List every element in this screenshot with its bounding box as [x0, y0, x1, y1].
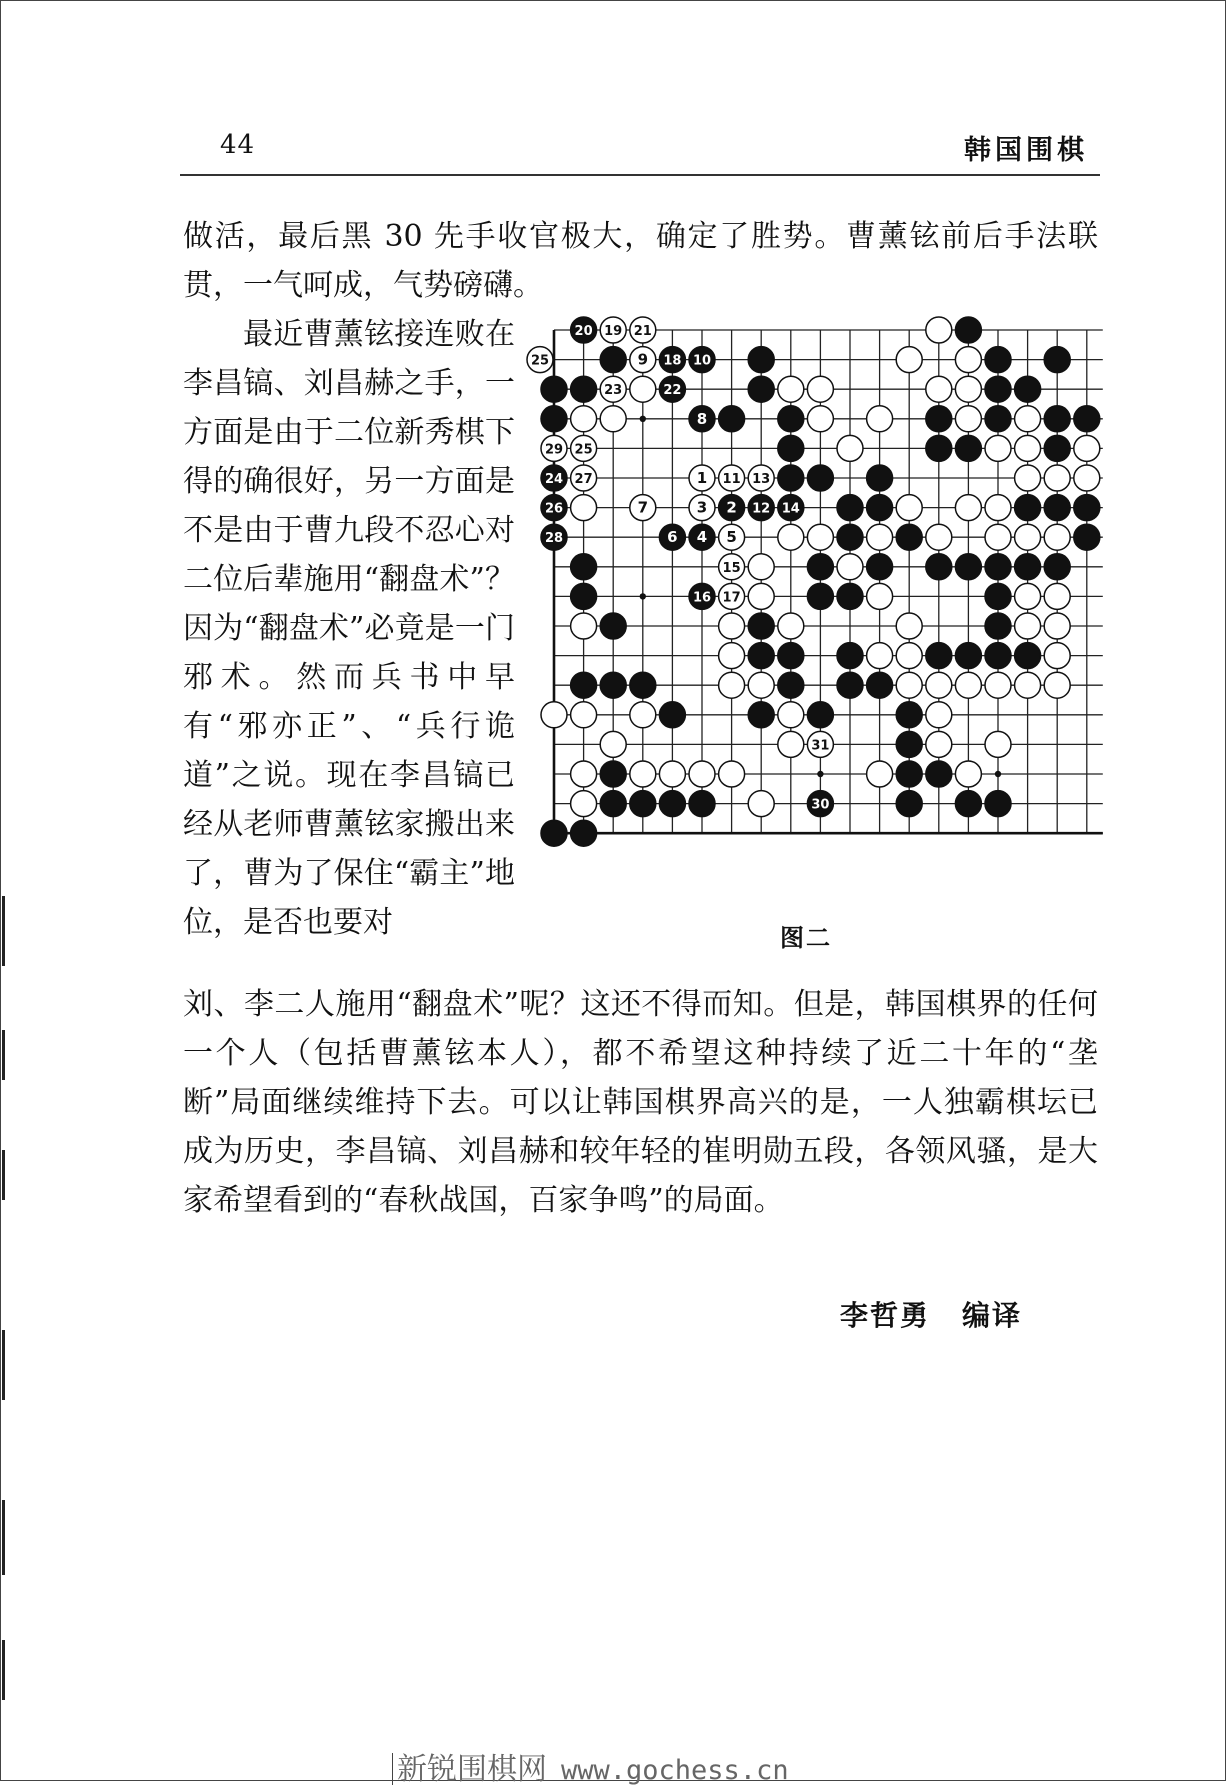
stone-black: [985, 791, 1011, 817]
stone-black: [778, 465, 804, 491]
move-stone-30: [807, 791, 833, 817]
stone-black: [926, 435, 952, 461]
stone-white: [867, 524, 893, 550]
stone-white: [571, 702, 597, 728]
stone-white: [748, 672, 774, 698]
stone-white: [689, 761, 715, 787]
move-number: 3: [696, 498, 708, 517]
stone-black: [1044, 347, 1070, 373]
stone-white: [926, 524, 952, 550]
stone-black: [837, 583, 863, 609]
move-number: 15: [722, 560, 741, 576]
move-number: 8: [696, 409, 708, 428]
move-number: 17: [722, 590, 741, 606]
move-number: 10: [692, 353, 712, 369]
stone-black: [867, 554, 893, 580]
stone-black: [571, 376, 597, 402]
move-number: 23: [604, 383, 623, 399]
stone-black: [1074, 495, 1100, 521]
stone-white: [778, 731, 804, 757]
figure-caption: 图二: [780, 923, 832, 952]
move-stone-21: [630, 317, 656, 343]
move-stone-22: [659, 376, 685, 402]
stone-white: [837, 435, 863, 461]
site-watermark: [392, 1744, 789, 1788]
stone-black: [955, 791, 981, 817]
stone-white: [541, 702, 567, 728]
stone-black: [1074, 406, 1100, 432]
stone-white: [630, 376, 656, 402]
move-number: 6: [667, 528, 678, 547]
stone-black: [748, 702, 774, 728]
move-number: 28: [544, 531, 564, 547]
stone-white: [1044, 583, 1070, 609]
stone-white: [867, 583, 893, 609]
move-number: 19: [604, 324, 623, 339]
move-number: 14: [781, 501, 800, 517]
go-board-figure: [530, 316, 1116, 892]
stone-black: [1044, 495, 1070, 521]
star-point: [640, 416, 646, 422]
move-stone-28: [541, 524, 567, 550]
stone-white: [896, 643, 922, 669]
move-stone-25: [571, 435, 597, 461]
move-stone-16: [689, 583, 715, 609]
move-stone-19: [600, 317, 626, 343]
stone-white: [985, 495, 1011, 521]
stone-white: [955, 376, 981, 402]
move-stone-27: [571, 465, 597, 491]
stone-black: [926, 406, 952, 432]
stone-white: [1044, 672, 1070, 698]
stone-black: [837, 672, 863, 698]
stone-white: [748, 554, 774, 580]
paragraph-wrap-text: 最近曹薰铉接连败在李昌镐、刘昌赫之手，一方面是由于二位新秀棋下得的确很好，另一方面是不是由于曹九段不忍心对二位后辈施用“翻盘术”？因为“翻盘术”必竟是一门邪术。然而兵书中早有“邪亦正”、“兵行诡道”之说。现在李昌镐已经从老师曹薰铉家搬出来了，曹为了保住“霸主”地位，是否也要对: [183, 317, 515, 940]
stone-black: [955, 643, 981, 669]
stone-white: [571, 406, 597, 432]
stone-white: [926, 702, 952, 728]
stone-white: [778, 524, 804, 550]
move-stone-5: [719, 524, 745, 550]
stone-black: [1044, 406, 1070, 432]
move-number: 25: [530, 353, 550, 369]
move-stone-8: [689, 406, 715, 432]
translator-credit: [840, 1294, 1022, 1334]
move-stone-15: [719, 554, 745, 580]
stone-black: [659, 791, 685, 817]
stone-white: [630, 761, 656, 787]
stone-black: [600, 347, 626, 373]
stone-white: [571, 495, 597, 521]
move-number: 26: [544, 501, 564, 517]
move-stone-6: [659, 524, 685, 550]
stone-white: [926, 317, 952, 343]
move-stone-23: [600, 376, 626, 402]
move-stone-4: [689, 524, 715, 550]
move-stone-29: [541, 435, 567, 461]
move-number: 27: [574, 472, 593, 487]
move-number: 30: [811, 797, 830, 813]
stone-black: [985, 406, 1011, 432]
running-title: 韩国围棋: [964, 135, 1088, 166]
paragraph-top: [183, 212, 1098, 310]
stone-black: [985, 583, 1011, 609]
move-number: 22: [663, 383, 682, 399]
stone-white: [1044, 613, 1070, 639]
stone-black: [778, 435, 804, 461]
move-number: 21: [633, 324, 652, 339]
stone-black: [837, 495, 863, 521]
stone-black: [926, 554, 952, 580]
stone-white: [719, 613, 745, 639]
stone-white: [926, 672, 952, 698]
stone-black: [778, 406, 804, 432]
move-number: 24: [544, 472, 564, 487]
watermark-url: www.gochess.cn: [561, 1755, 789, 1786]
stone-white: [778, 613, 804, 639]
stone-white: [955, 672, 981, 698]
stone-white: [719, 761, 745, 787]
header-rule: [180, 174, 1100, 176]
stone-white: [985, 435, 1011, 461]
stone-white: [1015, 435, 1041, 461]
stone-white: [630, 702, 656, 728]
stone-white: [837, 554, 863, 580]
move-number: 4: [696, 528, 708, 547]
stone-black: [571, 820, 597, 846]
stone-white: [1015, 524, 1041, 550]
stone-white: [1015, 583, 1041, 609]
stone-white: [659, 761, 685, 787]
move-stone-13: [748, 465, 774, 491]
stone-black: [1015, 554, 1041, 580]
stone-black: [571, 583, 597, 609]
stone-white: [748, 791, 774, 817]
stone-white: [926, 731, 952, 757]
stone-black: [571, 672, 597, 698]
stone-white: [955, 347, 981, 373]
move-stone-7: [630, 495, 656, 521]
stone-black: [630, 791, 656, 817]
move-stone-1: [689, 465, 715, 491]
stone-white: [1044, 524, 1070, 550]
stone-black: [837, 524, 863, 550]
stone-white: [867, 406, 893, 432]
stone-black: [571, 554, 597, 580]
stone-white: [1015, 465, 1041, 491]
stone-black: [719, 406, 745, 432]
move-number: 13: [752, 472, 771, 487]
stone-white: [600, 406, 626, 432]
move-stone-10: [689, 347, 715, 373]
stone-black: [955, 554, 981, 580]
move-number: 12: [752, 501, 771, 517]
stone-black: [689, 791, 715, 817]
move-number: 25: [574, 442, 593, 458]
stone-black: [926, 761, 952, 787]
stone-white: [719, 672, 745, 698]
star-point: [995, 771, 1001, 777]
move-stone-17: [719, 583, 745, 609]
move-number: 9: [637, 350, 649, 369]
stone-white: [600, 731, 626, 757]
move-stone-14: [778, 495, 804, 521]
move-number: 31: [811, 738, 830, 754]
paragraph-bottom-text: 刘、李二人施用“翻盘术”呢？这还不得而知。但是，韩国棋界的任何一个人（包括曹薰铉本人），都不希望这种持续了近二十年的“垄断”局面继续维持下去。可以让韩国棋界高兴的是，一人独霸棋坛已成为历史，李昌镐、刘昌赫和较年轻的崔明勋五段，各领风骚，是大家希望看到的“春秋战国，百家争鸣”的局面。: [183, 987, 1098, 1218]
stone-black: [955, 317, 981, 343]
stone-white: [896, 613, 922, 639]
stone-white: [1015, 406, 1041, 432]
stone-white: [985, 672, 1011, 698]
move-stone-2: [719, 495, 745, 521]
stone-black: [748, 376, 774, 402]
stone-white: [748, 583, 774, 609]
stone-black: [867, 672, 893, 698]
stone-black: [896, 761, 922, 787]
stone-black: [926, 643, 952, 669]
stone-black: [1044, 435, 1070, 461]
stone-black: [600, 761, 626, 787]
stone-black: [1015, 495, 1041, 521]
stone-white: [896, 672, 922, 698]
stone-black: [1074, 524, 1100, 550]
stone-black: [778, 643, 804, 669]
stone-white: [955, 406, 981, 432]
stone-black: [600, 672, 626, 698]
stone-white: [571, 761, 597, 787]
stone-white: [719, 643, 745, 669]
move-stone-24: [541, 465, 567, 491]
stone-black: [600, 613, 626, 639]
move-number: 29: [544, 442, 564, 458]
move-stone-3: [689, 495, 715, 521]
move-number: 16: [692, 590, 712, 606]
stone-white: [985, 731, 1011, 757]
stone-black: [748, 613, 774, 639]
stone-white: [896, 347, 922, 373]
stone-black: [1015, 643, 1041, 669]
stone-black: [1015, 376, 1041, 402]
move-number: 20: [574, 324, 593, 339]
stone-white: [807, 524, 833, 550]
stone-white: [1074, 435, 1100, 461]
move-stone-11: [719, 465, 745, 491]
move-stone-31: [807, 731, 833, 757]
stone-white: [1015, 672, 1041, 698]
stone-black: [896, 524, 922, 550]
move-number: 2: [726, 498, 737, 517]
paragraph-top-text: 做活，最后黑 30 先手收官极大，确定了胜势。曹薰铉前后手法联贯，一气呵成，气势磅礴。: [183, 219, 1098, 303]
stone-black: [896, 731, 922, 757]
stone-white: [571, 613, 597, 639]
stone-black: [600, 791, 626, 817]
scan-edge-marks: [2, 0, 6, 1781]
stone-black: [778, 672, 804, 698]
stone-white: [896, 495, 922, 521]
stone-white: [778, 376, 804, 402]
stone-black: [541, 820, 567, 846]
go-board: [530, 316, 1116, 892]
translator-name: 李哲勇: [840, 1299, 931, 1332]
move-number: 7: [637, 498, 649, 517]
stone-white: [1044, 465, 1070, 491]
translator-role: 编译: [962, 1299, 1023, 1332]
stone-black: [985, 554, 1011, 580]
stone-white: [778, 702, 804, 728]
stone-white: [867, 761, 893, 787]
move-stone-18: [659, 347, 685, 373]
move-stone-12: [748, 495, 774, 521]
stone-white: [571, 791, 597, 817]
paragraph-wrap: [183, 310, 515, 947]
stone-black: [955, 435, 981, 461]
stone-black: [896, 702, 922, 728]
stone-black: [896, 791, 922, 817]
stone-black: [867, 465, 893, 491]
stone-white: [807, 376, 833, 402]
stone-black: [985, 376, 1011, 402]
stone-white: [955, 761, 981, 787]
star-point: [640, 593, 646, 599]
stone-white: [1044, 643, 1070, 669]
stone-black: [807, 465, 833, 491]
stone-black: [837, 643, 863, 669]
stone-white: [1015, 613, 1041, 639]
stone-black: [1044, 554, 1070, 580]
stone-black: [630, 672, 656, 698]
stone-black: [807, 583, 833, 609]
stone-black: [541, 406, 567, 432]
stone-black: [807, 702, 833, 728]
stone-white: [955, 495, 981, 521]
move-number: 5: [726, 528, 737, 547]
stone-white: [985, 524, 1011, 550]
move-number: 1: [696, 469, 708, 487]
stone-black: [867, 495, 893, 521]
stone-black: [541, 376, 567, 402]
page-number: 44: [220, 130, 256, 160]
watermark-site-name: 新锐围棋网: [397, 1752, 547, 1787]
stone-black: [985, 643, 1011, 669]
star-point: [817, 771, 823, 777]
move-stone-9: [630, 347, 656, 373]
stone-white: [926, 376, 952, 402]
move-number: 11: [722, 472, 741, 487]
move-stone-26: [541, 495, 567, 521]
stone-black: [659, 702, 685, 728]
paragraph-bottom: [183, 980, 1098, 1225]
stone-white: [867, 643, 893, 669]
move-stone-25: [527, 347, 553, 373]
stone-black: [807, 554, 833, 580]
stone-black: [748, 347, 774, 373]
stone-black: [985, 347, 1011, 373]
page-header: [180, 122, 1100, 172]
stone-white: [1074, 465, 1100, 491]
move-stone-20: [571, 317, 597, 343]
board-grid: [554, 330, 1103, 833]
stone-black: [985, 613, 1011, 639]
move-number: 18: [663, 353, 682, 369]
stone-white: [807, 406, 833, 432]
stone-black: [748, 643, 774, 669]
